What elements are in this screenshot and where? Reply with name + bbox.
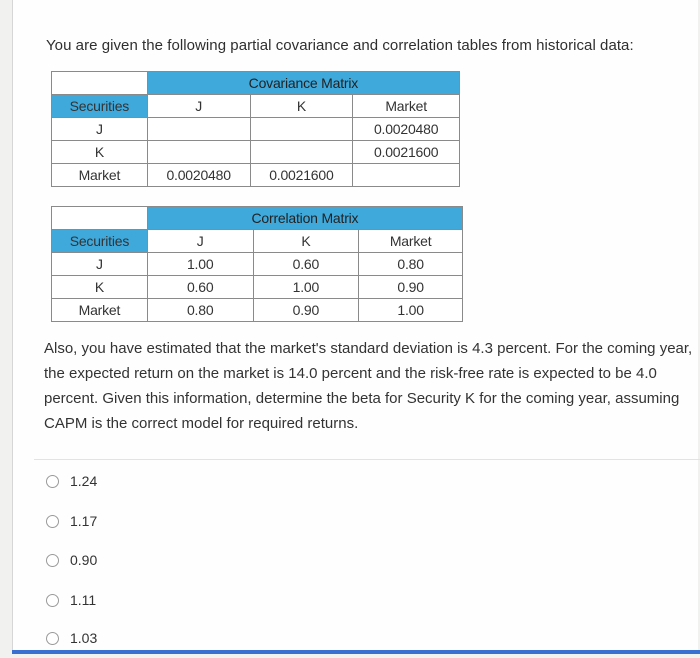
- radio-icon[interactable]: [46, 554, 59, 567]
- header-j: J: [147, 95, 250, 118]
- cell: [147, 118, 250, 141]
- covariance-title: Covariance Matrix: [147, 72, 459, 95]
- row-label: Market: [52, 164, 148, 187]
- table-row: [52, 299, 463, 322]
- cell: 0.60: [147, 276, 253, 299]
- cell: [353, 164, 460, 187]
- cell: 1.00: [147, 253, 253, 276]
- correlation-title: Correlation Matrix: [147, 207, 462, 230]
- header-j: J: [147, 230, 253, 253]
- table-row: [52, 141, 460, 164]
- cell: 0.0021600: [250, 164, 353, 187]
- option-label: 1.17: [70, 513, 98, 529]
- radio-icon[interactable]: [46, 632, 59, 645]
- option-label: 1.24: [70, 473, 98, 489]
- row-label: K: [52, 276, 148, 299]
- row-label: J: [52, 253, 148, 276]
- cell: 0.60: [253, 253, 359, 276]
- cell: 0.0021600: [353, 141, 460, 164]
- table-corner: [52, 207, 148, 230]
- cell: 0.0020480: [147, 164, 250, 187]
- answer-option-2[interactable]: [46, 512, 97, 530]
- radio-icon[interactable]: [46, 594, 59, 607]
- row-label: Market: [52, 299, 148, 322]
- intro-text: You are given the following partial covariance and correlation tables from historical data:: [46, 37, 634, 54]
- cell: 1.00: [359, 299, 463, 322]
- answer-option-3[interactable]: [46, 551, 97, 569]
- option-label: 1.11: [70, 592, 97, 608]
- table-row: [52, 253, 463, 276]
- header-market: Market: [353, 95, 460, 118]
- row-label: J: [52, 118, 148, 141]
- row-label: K: [52, 141, 148, 164]
- radio-icon[interactable]: [46, 515, 59, 528]
- answer-option-1[interactable]: [46, 472, 97, 490]
- option-label: 0.90: [70, 552, 98, 568]
- cell: 1.00: [253, 276, 359, 299]
- header-market: Market: [359, 230, 463, 253]
- radio-icon[interactable]: [46, 475, 59, 488]
- option-label: 1.03: [70, 630, 98, 646]
- header-securities: Securities: [52, 95, 148, 118]
- correlation-table: [51, 206, 463, 322]
- cell: 0.0020480: [353, 118, 460, 141]
- cell: [250, 118, 353, 141]
- header-securities: Securities: [52, 230, 148, 253]
- header-k: K: [253, 230, 359, 253]
- answer-option-5[interactable]: [46, 629, 97, 647]
- cell: 0.90: [253, 299, 359, 322]
- divider: [34, 459, 700, 460]
- header-k: K: [250, 95, 353, 118]
- table-row: [52, 118, 460, 141]
- bottom-accent-bar: [12, 650, 700, 654]
- question-text: Also, you have estimated that the market's standard deviation is 4.3 percent. For the coming year, the expected return on the market is 14.0 percent and the risk-free rate is expected to be 4.0 percent. Given this information, determine the beta for Security K for the coming year, assuming CAPM is the correct model for required returns.: [44, 340, 693, 432]
- table-row: [52, 164, 460, 187]
- cell: [250, 141, 353, 164]
- cell: 0.90: [359, 276, 463, 299]
- table-corner: [52, 72, 148, 95]
- cell: 0.80: [359, 253, 463, 276]
- cell: 0.80: [147, 299, 253, 322]
- answer-option-4[interactable]: [46, 591, 96, 609]
- covariance-table: [51, 71, 460, 187]
- table-row: [52, 276, 463, 299]
- cell: [147, 141, 250, 164]
